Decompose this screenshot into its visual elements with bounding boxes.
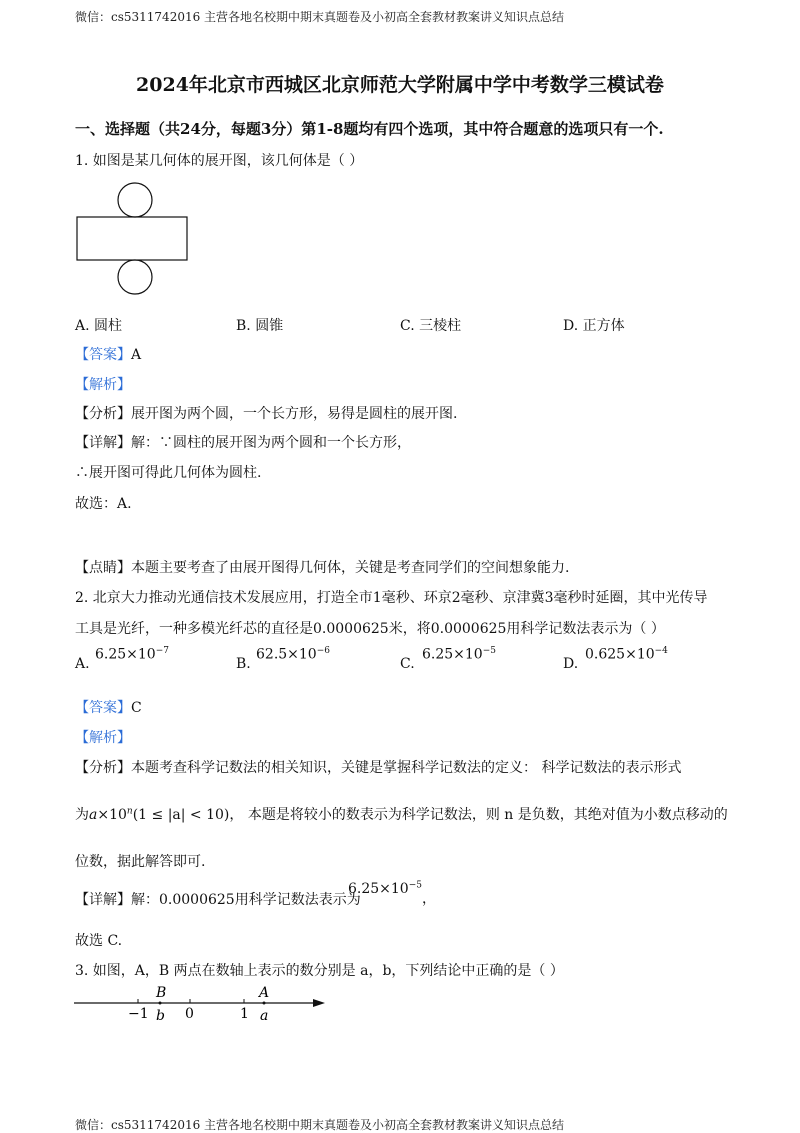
q2-formula-line: 为$a\times 10^n(1 \le |a| < 10)$， 本题是将较小的数表示为科学记数法，则 n 是负数，其绝对值为小数点移动的 bbox=[75, 806, 728, 823]
q3-stem: 3. 如图，A，B 两点在数轴上表示的数分别是 a，b，下列结论中正确的是（ ） bbox=[75, 963, 564, 979]
q2-fenxi3: 位数，据此解答即可. bbox=[75, 854, 206, 870]
q1-net-diagram bbox=[74, 180, 192, 298]
q2-answer: 【答案】C bbox=[75, 700, 142, 716]
q1-analysis-tag: 【解析】 bbox=[75, 377, 131, 393]
tick-label-0: 0 bbox=[185, 1006, 194, 1022]
q1-option-a: A. 圆柱 bbox=[75, 318, 123, 334]
q1-fenxi: 【分析】展开图为两个圆，一个长方形，易得是圆柱的展开图. bbox=[75, 406, 458, 422]
q2-xiangjie-value: $6.25\times 10^{-5}$， bbox=[348, 880, 436, 907]
q1-option-b: B. 圆锥 bbox=[236, 318, 284, 334]
q1-option-d: D. 正方体 bbox=[563, 318, 625, 334]
q2-option-d-value: $0.625\times 10^{-4}$ bbox=[585, 646, 668, 663]
net-rectangle bbox=[77, 217, 187, 260]
q2-option-b-label: B. bbox=[236, 656, 251, 672]
point-a bbox=[263, 1002, 266, 1005]
answer-tag: 【答案】 bbox=[75, 347, 131, 363]
q1-xiangjie: 【详解】解：∵圆柱的展开图为两个圆和一个长方形， bbox=[75, 435, 411, 451]
answer-value: A bbox=[131, 347, 142, 363]
point-b-var: b bbox=[156, 1008, 165, 1024]
point-a-label: A bbox=[259, 985, 270, 1001]
section-heading: 一、选择题（共24分，每题3分）第1-8题均有四个选项，其中符合题意的选项只有一个. bbox=[75, 120, 664, 138]
q1-dianjing: 【点睛】本题主要考查了由展开图得几何体，关键是考查同学们的空间想象能力. bbox=[75, 560, 570, 576]
page-header: 微信：cs5311742016 主营各地名校期中期末真题卷及小初高全套教材教案讲义知识点总结 bbox=[75, 10, 565, 24]
page-footer: 微信：cs5311742016 主营各地名校期中期末真题卷及小初高全套教材教案讲义知识点总结 bbox=[75, 1118, 565, 1132]
page-title: 2024年北京市西城区北京师范大学附属中学中考数学三模试卷 bbox=[136, 74, 664, 96]
tick-label-1: 1 bbox=[240, 1006, 249, 1022]
q2-option-d-label: D. bbox=[563, 656, 579, 672]
q2-choose: 故选 C. bbox=[75, 933, 123, 949]
point-b-label: B bbox=[156, 985, 167, 1001]
q1-stem: 1. 如图是某几何体的展开图，该几何体是（ ） bbox=[75, 153, 364, 169]
q1-option-c: C. 三棱柱 bbox=[400, 318, 462, 334]
q2-option-c-value: $6.25\times 10^{-5}$ bbox=[422, 646, 496, 663]
q2-option-c-label: C. bbox=[400, 656, 415, 672]
q3-number-line bbox=[70, 984, 330, 1024]
q1-line2: ∴展开图可得此几何体为圆柱. bbox=[75, 465, 262, 481]
q2-option-b-value: $62.5\times 10^{-6}$ bbox=[256, 646, 330, 663]
q2-fenxi: 【分析】本题考查科学记数法的相关知识，关键是掌握科学记数法的定义： 科学记数法的表示形式 bbox=[75, 760, 682, 776]
q2-stem-line2: 工具是光纤，一种多模光纤芯的直径是0.0000625米，将0.0000625用科学记数法表示为（ ） bbox=[75, 621, 665, 637]
axis-arrow bbox=[313, 999, 325, 1007]
tick-label-neg1: −1 bbox=[128, 1006, 149, 1022]
net-bottom-circle bbox=[118, 260, 152, 294]
q2-option-a-label: A. bbox=[75, 656, 90, 672]
q2-analysis-tag: 【解析】 bbox=[75, 730, 131, 746]
q1-answer bbox=[75, 344, 141, 364]
q2-option-a-value: $6.25\times 10^{-7}$ bbox=[95, 646, 169, 663]
point-b bbox=[159, 1002, 162, 1005]
q2-stem-line1: 2. 北京大力推动光通信技术发展应用，打造全市1毫秒、环京2毫秒、京津冀3毫秒时延圈，其中光传导 bbox=[75, 590, 708, 606]
point-a-var: a bbox=[260, 1008, 269, 1024]
q1-choose: 故选：A. bbox=[75, 496, 132, 512]
q2-xiangjie: 【详解】解：0.0000625用科学记数法表示为 bbox=[75, 892, 361, 908]
net-top-circle bbox=[118, 183, 152, 217]
